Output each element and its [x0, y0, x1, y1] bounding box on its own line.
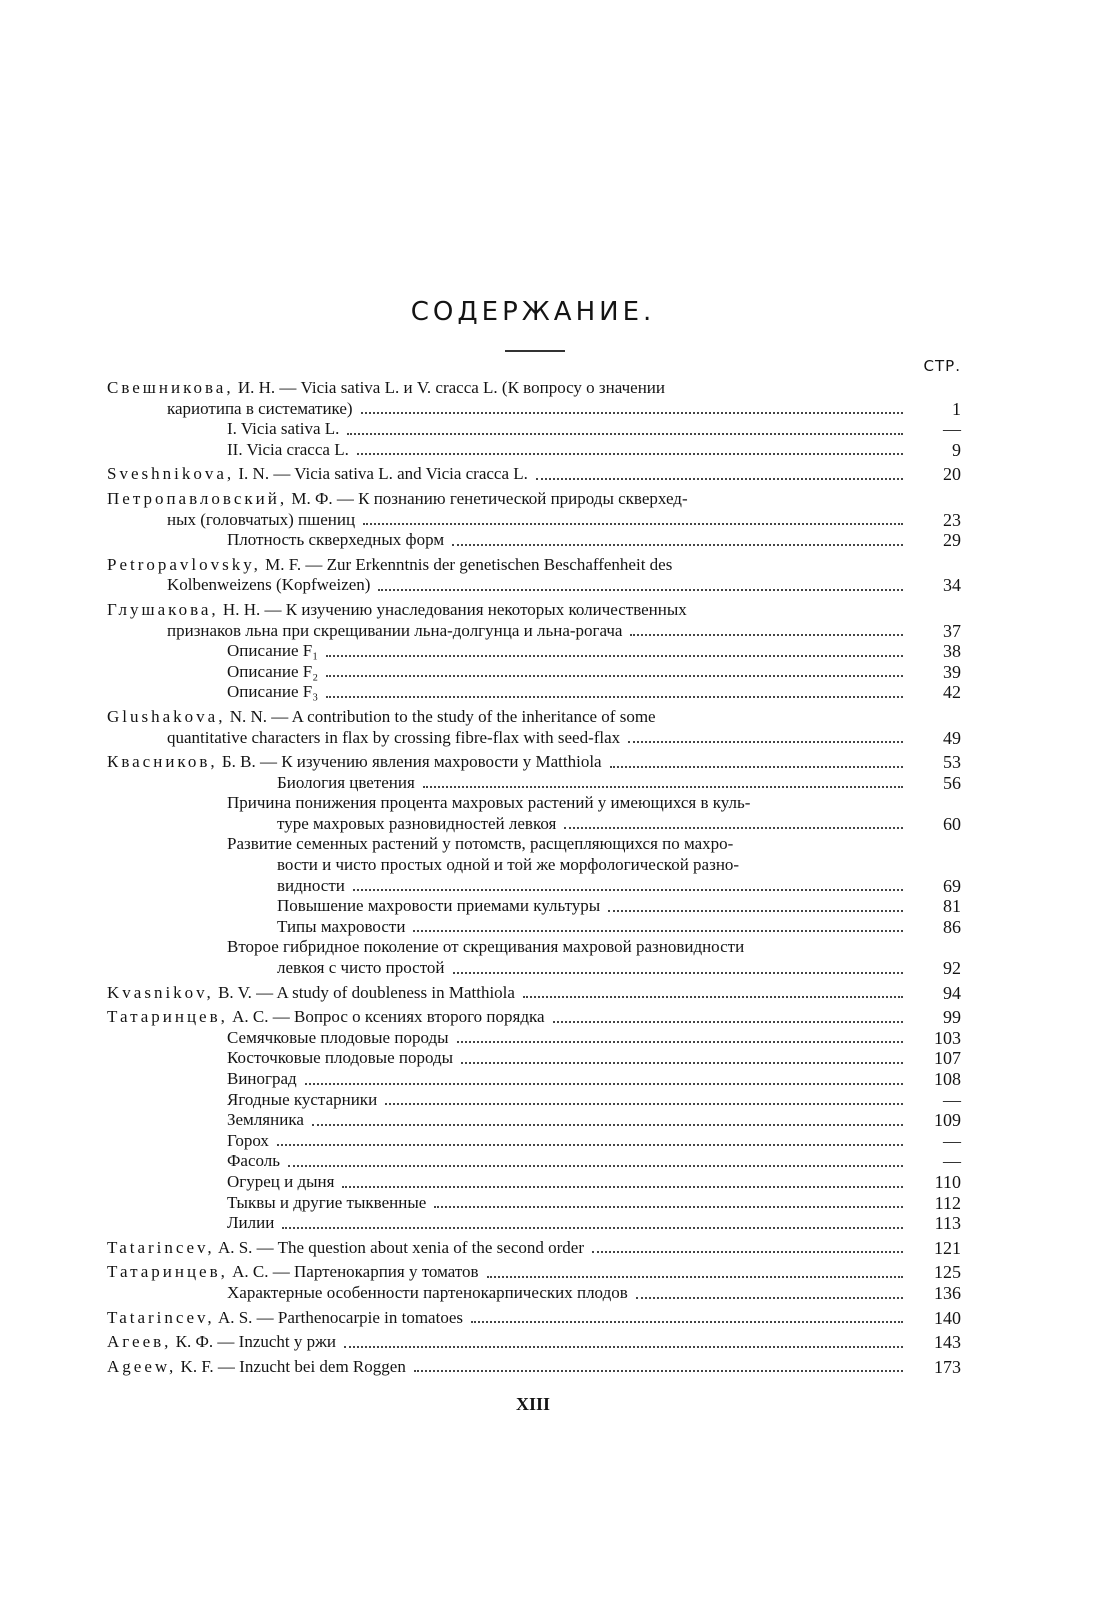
toc-entry-title: Kolbenweizens (Kopfweizen) — [167, 575, 371, 595]
toc-entry — [107, 1028, 961, 1049]
toc-entry-line — [107, 728, 910, 749]
toc-entry-line — [107, 1332, 910, 1353]
toc-page-number: 143 — [934, 1332, 961, 1353]
toc-page-number: 107 — [934, 1048, 961, 1069]
toc-entry-author: Татаринцев, — [107, 1262, 228, 1282]
toc-entry-title: Тыквы и другие тыквенные — [227, 1192, 427, 1212]
toc-entry-author: Tatarincev, — [107, 1237, 215, 1257]
toc-entry-line — [227, 682, 910, 703]
dot-leader — [326, 675, 903, 677]
toc-entry-line — [227, 1090, 910, 1111]
toc-entry-text — [107, 896, 910, 917]
toc-page-number: 125 — [934, 1262, 961, 1283]
toc-entry-line — [107, 575, 910, 596]
toc-entry-line — [227, 1069, 910, 1090]
toc-entry-line — [227, 1283, 910, 1304]
toc-page-number: 113 — [934, 1213, 961, 1234]
toc-entry-line — [227, 1172, 910, 1193]
toc-page-number: 42 — [943, 682, 961, 703]
toc-entry-author: Glushakova, — [107, 706, 226, 726]
toc-page-number: 94 — [943, 982, 961, 1003]
toc-page-number: 9 — [952, 439, 961, 460]
toc-entry — [107, 600, 961, 641]
dot-leader — [457, 1041, 903, 1043]
toc-entry — [107, 530, 961, 551]
toc-entry — [107, 707, 961, 748]
toc-entry — [107, 1151, 961, 1172]
toc-entry-title: кариотипа в систематике) — [167, 398, 353, 418]
toc-entry-text — [107, 1357, 910, 1378]
toc-entry-text — [107, 1262, 910, 1283]
toc-page-number: 108 — [934, 1069, 961, 1089]
toc-entry — [107, 555, 961, 596]
toc-entry-title: I. Vicia sativa L. — [227, 419, 340, 439]
toc-page-number: — — [943, 1130, 961, 1151]
toc-entry-title: A. S. — Parthenocarpie in tomatoes — [217, 1307, 463, 1327]
toc-entry-text — [107, 1213, 910, 1234]
toc-page-number: — — [943, 1151, 961, 1172]
toc-page-number: 29 — [943, 530, 961, 551]
toc-entry — [107, 1332, 961, 1353]
toc-entry — [107, 1110, 961, 1131]
toc-page-number: 60 — [943, 813, 961, 834]
toc-entry-line — [227, 440, 910, 461]
dot-leader — [628, 741, 903, 743]
toc-entry-line — [277, 896, 910, 917]
toc-entry-title: N. N. — A contribution to the study of the inheritance of some — [229, 706, 656, 726]
toc-entry-line — [107, 555, 910, 576]
toc-entry-line — [227, 641, 910, 662]
toc-page-number: 20 — [943, 464, 961, 485]
toc-page-number: 110 — [934, 1171, 961, 1192]
toc-entry-line — [107, 464, 910, 485]
toc-entry-line — [277, 917, 910, 938]
page-column-label: СТР. — [923, 357, 961, 375]
toc-entry-title: B. V. — A study of doubleness in Matthiola — [218, 982, 515, 1002]
toc-entry-title: Ягодные кустарники — [227, 1089, 378, 1109]
toc-entry-line — [107, 489, 910, 510]
toc-page-number: 173 — [934, 1356, 961, 1377]
dot-leader — [361, 412, 903, 414]
toc-entry-title: левкоя с чисто простой — [277, 958, 445, 978]
dot-leader — [471, 1321, 903, 1323]
toc-entry — [107, 1262, 961, 1283]
toc-entry — [107, 1308, 961, 1329]
dot-leader — [344, 1346, 903, 1348]
toc-page-number: 56 — [943, 772, 961, 793]
toc-entry-title: Описание F₁ — [227, 641, 319, 661]
toc-entry-title: К. Ф. — Inzucht у ржи — [175, 1332, 336, 1352]
dot-leader — [282, 1227, 903, 1229]
dot-leader — [610, 766, 903, 768]
toc-entry — [107, 1193, 961, 1214]
toc-entry-line — [227, 530, 910, 551]
dot-leader — [487, 1276, 903, 1278]
toc-entry — [107, 1283, 961, 1304]
toc-page-number: — — [943, 1089, 961, 1110]
toc-entry — [107, 1090, 961, 1111]
dot-leader — [305, 1083, 903, 1085]
toc-entry-line — [107, 1262, 910, 1283]
dot-leader — [636, 1297, 903, 1299]
table-of-contents — [107, 378, 961, 1377]
toc-entry-title: Фасоль — [227, 1151, 281, 1171]
toc-entry-title: А. С. — Вопрос о ксениях второго порядка — [232, 1007, 545, 1027]
toc-entry-title: Второе гибридное поколение от скрещивания махровой разновидности — [227, 937, 745, 957]
toc-entry-line — [107, 621, 910, 642]
toc-entry-line — [107, 1357, 910, 1378]
toc-entry — [107, 896, 961, 917]
toc-entry — [107, 641, 961, 662]
toc-entry — [107, 937, 961, 978]
toc-page-number: 92 — [943, 958, 961, 979]
toc-entry — [107, 378, 961, 419]
toc-page-number: 136 — [934, 1282, 961, 1303]
toc-entry-line — [107, 399, 910, 420]
toc-entry-text — [107, 1048, 910, 1069]
dot-leader — [608, 910, 903, 912]
dot-leader — [553, 1021, 903, 1023]
dot-leader — [453, 972, 903, 974]
toc-entry — [107, 464, 961, 485]
toc-page-number: 38 — [943, 641, 961, 662]
dot-leader — [434, 1206, 903, 1208]
dot-leader — [564, 827, 903, 829]
toc-entry — [107, 1007, 961, 1028]
toc-entry — [107, 440, 961, 461]
dot-leader — [452, 544, 903, 546]
toc-entry — [107, 489, 961, 530]
dot-leader — [357, 453, 903, 455]
toc-entry-author: Sveshnikova, — [107, 464, 235, 484]
toc-entry-text — [107, 1283, 910, 1304]
title-divider — [505, 350, 565, 352]
toc-entry-title: Плотность скверхедных форм — [227, 530, 445, 550]
toc-entry-line — [107, 600, 910, 621]
toc-page-number: 69 — [943, 875, 961, 896]
toc-entry-title: видности — [277, 875, 345, 895]
toc-entry-title: I. N. — Vicia sativa L. and Vicia cracca L. — [238, 464, 528, 484]
toc-entry — [107, 419, 961, 440]
toc-entry-title: A. S. — The question about xenia of the second order — [217, 1237, 585, 1257]
toc-entry-text — [107, 530, 910, 551]
toc-entry-text — [107, 834, 910, 896]
toc-entry-author: Глушакова, — [107, 599, 219, 619]
toc-page-number: 99 — [943, 1007, 961, 1028]
toc-entry-line — [277, 773, 910, 794]
toc-entry-text — [107, 752, 910, 773]
dot-leader — [413, 930, 903, 932]
toc-page-number: 140 — [934, 1307, 961, 1328]
toc-entry-title: признаков льна при скрещивании льна-долгунца и льна-рогача — [167, 620, 623, 640]
toc-entry-text — [107, 464, 910, 485]
toc-entry-text — [107, 1172, 910, 1193]
toc-entry — [107, 917, 961, 938]
toc-entry — [107, 834, 961, 896]
toc-page-number: 49 — [943, 727, 961, 748]
toc-entry — [107, 1048, 961, 1069]
dot-leader — [385, 1103, 903, 1105]
toc-page-number: 103 — [934, 1027, 961, 1048]
toc-entry-line — [107, 378, 910, 399]
dot-leader — [326, 696, 903, 698]
toc-entry — [107, 773, 961, 794]
toc-entry-text — [107, 917, 910, 938]
toc-page-number: — — [943, 419, 961, 440]
toc-entry-text — [107, 1151, 910, 1172]
dot-leader — [423, 786, 903, 788]
page-title: СОДЕРЖАНИЕ. — [410, 297, 656, 327]
toc-entry — [107, 793, 961, 834]
toc-entry-line — [227, 793, 910, 814]
toc-page-number: 1 — [952, 398, 961, 419]
dot-leader — [630, 634, 903, 636]
dot-leader — [347, 433, 903, 435]
toc-entry-title: Причина понижения процента махровых растений у имеющихся в куль- — [227, 793, 751, 813]
page-folio: XIII — [515, 1394, 550, 1414]
toc-entry-text — [107, 1308, 910, 1329]
toc-entry-line — [227, 834, 910, 855]
toc-entry-title: Описание F₂ — [227, 661, 319, 681]
dot-leader — [363, 523, 903, 525]
toc-entry-title: Горох — [227, 1130, 269, 1150]
toc-entry-title: Характерные особенности партенокарпических плодов — [227, 1282, 628, 1302]
toc-entry-title: туре махровых разновидностей левкоя — [277, 813, 557, 833]
toc-entry-text — [107, 983, 910, 1004]
toc-page-number: 109 — [934, 1110, 961, 1131]
dot-leader — [378, 589, 903, 591]
toc-page-number: 81 — [943, 896, 961, 917]
dot-leader — [277, 1144, 903, 1146]
toc-entry — [107, 682, 961, 703]
toc-entry-line — [227, 958, 910, 979]
toc-entry — [107, 662, 961, 683]
toc-page-number: 53 — [943, 752, 961, 773]
toc-entry-line — [227, 1151, 910, 1172]
toc-entry-line — [227, 419, 910, 440]
toc-page-number: 37 — [943, 620, 961, 641]
toc-entry-author: Свешникова, — [107, 378, 234, 397]
toc-entry-line — [227, 814, 910, 835]
toc-entry-title: Семячковые плодовые породы — [227, 1027, 449, 1047]
toc-entry-author: Петропавловский, — [107, 488, 288, 508]
toc-entry-line — [107, 1238, 910, 1259]
toc-entry — [107, 1069, 961, 1090]
toc-page-number: 39 — [943, 661, 961, 682]
toc-entry-text — [107, 1090, 910, 1111]
toc-entry-title: Развитие семенных растений у потомств, расщепляющихся по махро- — [227, 834, 734, 854]
toc-page-number: 121 — [934, 1237, 961, 1258]
toc-page-number: 86 — [943, 916, 961, 937]
toc-entry-line — [227, 937, 910, 958]
toc-entry-line — [107, 1007, 910, 1028]
dot-leader — [326, 655, 903, 657]
toc-entry-line — [227, 662, 910, 683]
toc-entry-title: quantitative characters in flax by crossing fibre-flax with seed-flax — [167, 727, 621, 747]
toc-entry-line — [227, 1028, 910, 1049]
dot-leader — [342, 1186, 903, 1188]
toc-entry-title: K. F. — Inzucht bei dem Roggen — [180, 1356, 406, 1376]
dot-leader — [288, 1165, 903, 1167]
toc-entry-title: II. Vicia cracca L. — [227, 439, 349, 459]
toc-entry-title: Описание F₃ — [227, 682, 319, 702]
toc-entry-text — [107, 1332, 910, 1353]
toc-entry — [107, 1238, 961, 1259]
toc-entry-text — [107, 1238, 910, 1259]
toc-entry-text — [107, 1110, 910, 1131]
toc-entry-text — [107, 440, 910, 461]
toc-entry-text — [107, 641, 910, 662]
toc-entry-author: Kvasnikov, — [107, 982, 214, 1002]
toc-entry-title: Повышение махровости приемами культуры — [277, 896, 601, 916]
toc-entry-text — [107, 1193, 910, 1214]
toc-entry-title: М. Ф. — К познанию генетической природы скверхед- — [291, 488, 688, 508]
toc-entry-line — [227, 855, 910, 876]
toc-entry-line — [227, 1131, 910, 1152]
toc-entry — [107, 1131, 961, 1152]
toc-entry-author: Агеев, — [107, 1332, 172, 1352]
toc-entry-title: ных (головчатых) пшениц — [167, 509, 356, 529]
toc-entry-author: Татаринцев, — [107, 1007, 228, 1027]
toc-entry-line — [227, 1048, 910, 1069]
toc-entry-title: Б. В. — К изучению явления махровости у Matthiola — [221, 752, 602, 772]
toc-entry — [107, 752, 961, 773]
toc-entry-text — [107, 682, 910, 703]
toc-entry-title: вости и чисто простых одной и той же морфологической разно- — [277, 855, 740, 875]
dot-leader — [461, 1062, 903, 1064]
toc-entry-line — [107, 510, 910, 531]
toc-entry-title: Н. Н. — К изучению унаследования некоторых количественных — [222, 599, 687, 619]
toc-entry-line — [107, 707, 910, 728]
toc-entry-line — [227, 1193, 910, 1214]
toc-entry-title: Биология цветения — [277, 772, 415, 792]
toc-entry-title: Косточковые плодовые породы — [227, 1048, 454, 1068]
dot-leader — [312, 1124, 903, 1126]
toc-entry-line — [107, 1308, 910, 1329]
toc-entry-line — [227, 876, 910, 897]
toc-entry-author: Petropavlovsky, — [107, 554, 261, 574]
toc-entry-text — [107, 1069, 910, 1090]
toc-page-number: 23 — [943, 509, 961, 530]
toc-entry-title: Виноград — [227, 1069, 297, 1088]
dot-leader — [353, 889, 903, 891]
toc-entry-author: Квасников, — [107, 752, 218, 772]
toc-entry — [107, 1172, 961, 1193]
toc-page-number: 112 — [934, 1192, 961, 1213]
toc-entry-line — [227, 1110, 910, 1131]
toc-entry-author: Ageew, — [107, 1356, 177, 1376]
toc-entry-title: Лилии — [227, 1213, 275, 1233]
toc-page-number: 34 — [943, 575, 961, 596]
toc-entry-text — [107, 419, 910, 440]
toc-entry-text — [107, 1131, 910, 1152]
dot-leader — [536, 478, 903, 480]
dot-leader — [414, 1370, 903, 1372]
toc-entry-title: Типы махровости — [277, 916, 406, 936]
toc-entry-title: И. Н. — Vicia sativa L. и V. cracca L. (К вопросу о значении — [237, 378, 666, 397]
toc-entry — [107, 1213, 961, 1234]
toc-entry-title: Земляника — [227, 1110, 304, 1130]
dot-leader — [592, 1251, 903, 1253]
dot-leader — [523, 996, 903, 998]
toc-entry-line — [107, 752, 910, 773]
toc-entry-title: Огурец и дыня — [227, 1171, 335, 1191]
toc-entry-text — [107, 1028, 910, 1049]
toc-entry — [107, 983, 961, 1004]
toc-entry-line — [107, 983, 910, 1004]
toc-entry-author: Tatarincev, — [107, 1307, 215, 1327]
toc-entry-text — [107, 773, 910, 794]
toc-entry-title: M. F. — Zur Erkenntnis der genetischen Beschaffenheit des — [265, 554, 673, 574]
toc-entry-line — [227, 1213, 910, 1234]
toc-entry — [107, 1357, 961, 1378]
toc-entry-text — [107, 662, 910, 683]
toc-entry-text — [107, 1007, 910, 1028]
toc-entry-title: А. С. — Партенокарпия у томатов — [232, 1262, 479, 1282]
